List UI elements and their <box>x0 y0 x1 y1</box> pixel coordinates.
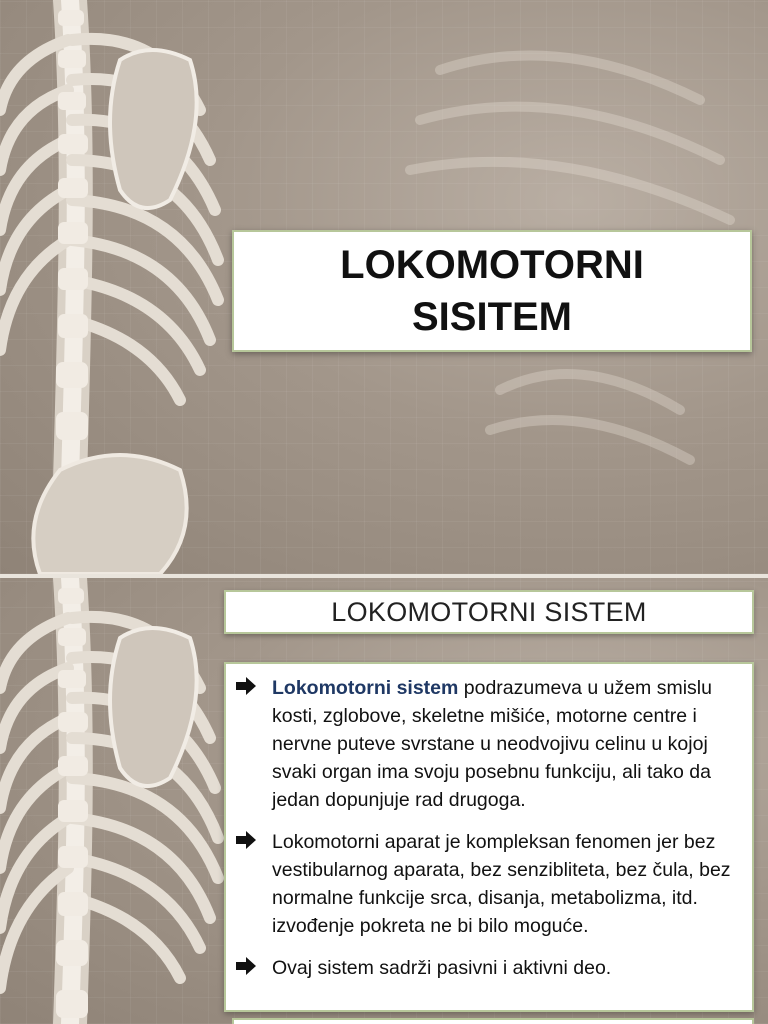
spine-ribcage-illustration <box>0 0 240 574</box>
slide-title: LOKOMOTORNI SISITEM <box>340 243 644 339</box>
bullet-item <box>236 954 740 982</box>
bullet-text <box>272 674 740 814</box>
bullet-item <box>236 674 740 814</box>
bullet-text: Lokomotorni aparat je kompleksan fenomen jer bez vestibularnog aparata, bez senzibliteta, bez čula, bez normalne funkcije srca, disanja, metabolizma, itd. izvođenje pokreta ne bi bilo moguće. <box>272 831 731 937</box>
bullet-term: Lokomotorni sistem <box>272 677 459 699</box>
next-slide-edge <box>232 1018 754 1024</box>
bullet-text: Ovaj sistem sadrži pasivni i aktivni deo. <box>272 957 612 979</box>
spine-ribcage-illustration <box>0 578 224 1024</box>
bullet-item <box>236 828 740 940</box>
content-slide <box>0 578 768 1024</box>
bullet-body: podrazumeva u užem smislu kosti, zglobove, skeletne mišiće, motorne centre i nervne puteve svrstane u neodvojivu celinu u kojoj svaki organ ima svoju posebnu funkciju, ali tako da jedan dopunjuje rad drugoga. <box>272 677 712 811</box>
right-arrow-icon <box>236 828 272 940</box>
content-box <box>224 662 754 1012</box>
slide-heading: LOKOMOTORNI SISTEM <box>331 596 647 627</box>
right-arrow-icon <box>236 954 272 982</box>
heading-box <box>224 590 754 634</box>
title-box <box>232 230 752 352</box>
right-arrow-icon <box>236 674 272 814</box>
